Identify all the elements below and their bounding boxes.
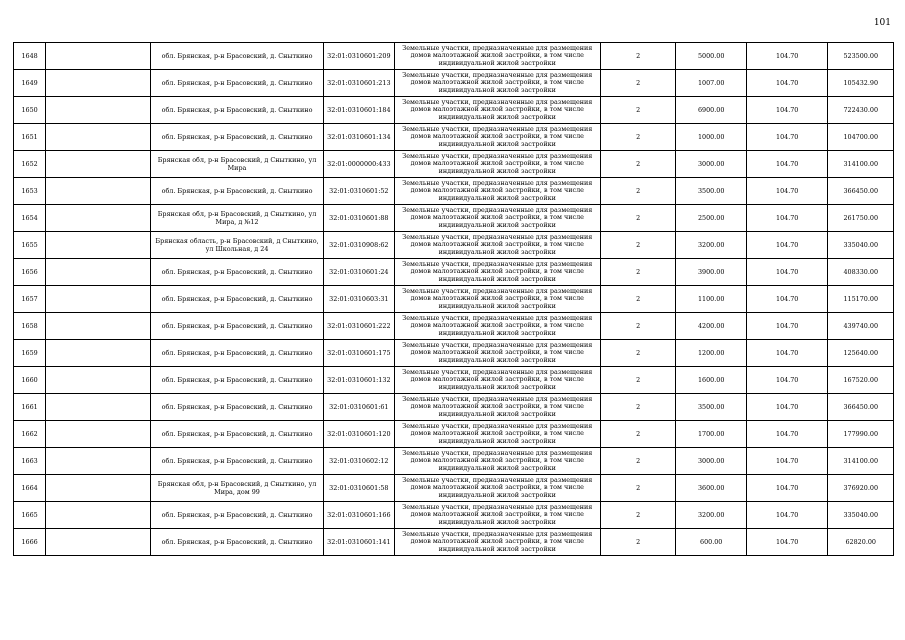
area-cell: 600.00 bbox=[676, 529, 746, 556]
cadastral-value-table bbox=[13, 42, 894, 556]
area-cell: 3200.00 bbox=[676, 232, 746, 259]
address-cell: Брянская обл, р-н Брасовский, д Сныткино, ул Мира, дом 99 bbox=[150, 475, 323, 502]
cadastral-value-cell: 376920.00 bbox=[828, 475, 894, 502]
category-cell: 2 bbox=[600, 259, 676, 286]
table-row bbox=[14, 286, 894, 313]
address-cell: обл. Брянская, р-н Брасовский, д. Сныткино bbox=[150, 97, 323, 124]
table-row bbox=[14, 421, 894, 448]
category-cell: 2 bbox=[600, 529, 676, 556]
land-use-purpose-cell: Земельные участки, предназначенные для размещения домов малоэтажной жилой застройки, в том числе индивидуальной жилой застройки bbox=[394, 286, 600, 313]
table-row bbox=[14, 367, 894, 394]
cadastral-value-cell: 439740.00 bbox=[828, 313, 894, 340]
cadastral-value-cell: 722430.00 bbox=[828, 97, 894, 124]
specific-value-cell: 104.70 bbox=[746, 151, 828, 178]
empty-cell bbox=[46, 232, 151, 259]
empty-cell bbox=[46, 97, 151, 124]
address-cell: обл. Брянская, р-н Брасовский, д. Сныткино bbox=[150, 286, 323, 313]
land-use-purpose-cell: Земельные участки, предназначенные для размещения домов малоэтажной жилой застройки, в том числе индивидуальной жилой застройки bbox=[394, 448, 600, 475]
empty-cell bbox=[46, 340, 151, 367]
cadastral-value-cell: 523500.00 bbox=[828, 43, 894, 70]
cadastral-number-cell: 32:01:0310601:61 bbox=[324, 394, 394, 421]
area-cell: 3500.00 bbox=[676, 178, 746, 205]
area-cell: 4200.00 bbox=[676, 313, 746, 340]
empty-cell bbox=[46, 70, 151, 97]
empty-cell bbox=[46, 124, 151, 151]
cadastral-value-cell: 314100.00 bbox=[828, 151, 894, 178]
address-cell: обл. Брянская, р-н Брасовский, д. Сныткино bbox=[150, 394, 323, 421]
empty-cell bbox=[46, 367, 151, 394]
area-cell: 1000.00 bbox=[676, 124, 746, 151]
land-use-purpose-cell: Земельные участки, предназначенные для размещения домов малоэтажной жилой застройки, в том числе индивидуальной жилой застройки bbox=[394, 421, 600, 448]
category-cell: 2 bbox=[600, 286, 676, 313]
address-cell: обл. Брянская, р-н Брасовский, д. Сныткино bbox=[150, 124, 323, 151]
row-number-cell: 1662 bbox=[14, 421, 46, 448]
cadastral-number-cell: 32:01:0310601:24 bbox=[324, 259, 394, 286]
empty-cell bbox=[46, 394, 151, 421]
table-row bbox=[14, 475, 894, 502]
empty-cell bbox=[46, 421, 151, 448]
category-cell: 2 bbox=[600, 394, 676, 421]
table-row bbox=[14, 43, 894, 70]
address-cell: обл. Брянская, р-н Брасовский, д. Сныткино bbox=[150, 259, 323, 286]
cadastral-number-cell: 32:01:0310601:209 bbox=[324, 43, 394, 70]
area-cell: 2500.00 bbox=[676, 205, 746, 232]
cadastral-number-cell: 32:01:0310601:213 bbox=[324, 70, 394, 97]
cadastral-value-cell: 366450.00 bbox=[828, 394, 894, 421]
land-use-purpose-cell: Земельные участки, предназначенные для размещения домов малоэтажной жилой застройки, в том числе индивидуальной жилой застройки bbox=[394, 124, 600, 151]
specific-value-cell: 104.70 bbox=[746, 286, 828, 313]
land-use-purpose-cell: Земельные участки, предназначенные для размещения домов малоэтажной жилой застройки, в том числе индивидуальной жилой застройки bbox=[394, 367, 600, 394]
cadastral-value-cell: 105432.90 bbox=[828, 70, 894, 97]
address-cell: обл. Брянская, р-н Брасовский, д. Сныткино bbox=[150, 340, 323, 367]
category-cell: 2 bbox=[600, 205, 676, 232]
specific-value-cell: 104.70 bbox=[746, 232, 828, 259]
row-number-cell: 1657 bbox=[14, 286, 46, 313]
cadastral-number-cell: 32:01:0310601:120 bbox=[324, 421, 394, 448]
row-number-cell: 1665 bbox=[14, 502, 46, 529]
cadastral-number-cell: 32:01:0310601:58 bbox=[324, 475, 394, 502]
cadastral-number-cell: 32:01:0310601:175 bbox=[324, 340, 394, 367]
specific-value-cell: 104.70 bbox=[746, 502, 828, 529]
land-use-purpose-cell: Земельные участки, предназначенные для размещения домов малоэтажной жилой застройки, в том числе индивидуальной жилой застройки bbox=[394, 394, 600, 421]
land-use-purpose-cell: Земельные участки, предназначенные для размещения домов малоэтажной жилой застройки, в том числе индивидуальной жилой застройки bbox=[394, 313, 600, 340]
area-cell: 3000.00 bbox=[676, 448, 746, 475]
empty-cell bbox=[46, 529, 151, 556]
land-use-purpose-cell: Земельные участки, предназначенные для размещения домов малоэтажной жилой застройки, в том числе индивидуальной жилой застройки bbox=[394, 529, 600, 556]
area-cell: 1100.00 bbox=[676, 286, 746, 313]
category-cell: 2 bbox=[600, 151, 676, 178]
row-number-cell: 1666 bbox=[14, 529, 46, 556]
specific-value-cell: 104.70 bbox=[746, 394, 828, 421]
table-row bbox=[14, 97, 894, 124]
row-number-cell: 1658 bbox=[14, 313, 46, 340]
address-cell: обл. Брянская, р-н Брасовский, д. Сныткино bbox=[150, 529, 323, 556]
table-row bbox=[14, 205, 894, 232]
specific-value-cell: 104.70 bbox=[746, 421, 828, 448]
cadastral-number-cell: 32:01:0310601:141 bbox=[324, 529, 394, 556]
row-number-cell: 1654 bbox=[14, 205, 46, 232]
empty-cell bbox=[46, 205, 151, 232]
empty-cell bbox=[46, 313, 151, 340]
land-use-purpose-cell: Земельные участки, предназначенные для размещения домов малоэтажной жилой застройки, в том числе индивидуальной жилой застройки bbox=[394, 475, 600, 502]
area-cell: 3900.00 bbox=[676, 259, 746, 286]
row-number-cell: 1649 bbox=[14, 70, 46, 97]
row-number-cell: 1655 bbox=[14, 232, 46, 259]
row-number-cell: 1656 bbox=[14, 259, 46, 286]
address-cell: Брянская обл, р-н Брасовский, д Сныткино, ул Мира, д №12 bbox=[150, 205, 323, 232]
category-cell: 2 bbox=[600, 448, 676, 475]
area-cell: 3000.00 bbox=[676, 151, 746, 178]
cadastral-value-cell: 104700.00 bbox=[828, 124, 894, 151]
specific-value-cell: 104.70 bbox=[746, 475, 828, 502]
land-use-purpose-cell: Земельные участки, предназначенные для размещения домов малоэтажной жилой застройки, в том числе индивидуальной жилой застройки bbox=[394, 178, 600, 205]
row-number-cell: 1652 bbox=[14, 151, 46, 178]
category-cell: 2 bbox=[600, 43, 676, 70]
area-cell: 3600.00 bbox=[676, 475, 746, 502]
land-use-purpose-cell: Земельные участки, предназначенные для размещения домов малоэтажной жилой застройки, в том числе индивидуальной жилой застройки bbox=[394, 151, 600, 178]
area-cell: 3500.00 bbox=[676, 394, 746, 421]
cadastral-number-cell: 32:01:0310601:222 bbox=[324, 313, 394, 340]
cadastral-number-cell: 32:01:0310601:88 bbox=[324, 205, 394, 232]
row-number-cell: 1659 bbox=[14, 340, 46, 367]
specific-value-cell: 104.70 bbox=[746, 97, 828, 124]
address-cell: обл. Брянская, р-н Брасовский, д. Сныткино bbox=[150, 421, 323, 448]
specific-value-cell: 104.70 bbox=[746, 259, 828, 286]
land-use-purpose-cell: Земельные участки, предназначенные для размещения домов малоэтажной жилой застройки, в том числе индивидуальной жилой застройки bbox=[394, 43, 600, 70]
table-row bbox=[14, 232, 894, 259]
cadastral-number-cell: 32:01:0000000:433 bbox=[324, 151, 394, 178]
empty-cell bbox=[46, 286, 151, 313]
table-row bbox=[14, 124, 894, 151]
area-cell: 3200.00 bbox=[676, 502, 746, 529]
cadastral-value-cell: 177990.00 bbox=[828, 421, 894, 448]
address-cell: Брянская обл, р-н Брасовский, д Сныткино, ул Мира bbox=[150, 151, 323, 178]
table-row bbox=[14, 259, 894, 286]
category-cell: 2 bbox=[600, 313, 676, 340]
category-cell: 2 bbox=[600, 340, 676, 367]
cadastral-value-cell: 314100.00 bbox=[828, 448, 894, 475]
land-use-purpose-cell: Земельные участки, предназначенные для размещения домов малоэтажной жилой застройки, в том числе индивидуальной жилой застройки bbox=[394, 502, 600, 529]
address-cell: Брянская область, р-н Брасовский, д Сныткино, ул Школьная, д 24 bbox=[150, 232, 323, 259]
table-row bbox=[14, 502, 894, 529]
row-number-cell: 1661 bbox=[14, 394, 46, 421]
specific-value-cell: 104.70 bbox=[746, 448, 828, 475]
empty-cell bbox=[46, 475, 151, 502]
empty-cell bbox=[46, 502, 151, 529]
row-number-cell: 1663 bbox=[14, 448, 46, 475]
cadastral-number-cell: 32:01:0310601:134 bbox=[324, 124, 394, 151]
specific-value-cell: 104.70 bbox=[746, 43, 828, 70]
category-cell: 2 bbox=[600, 421, 676, 448]
empty-cell bbox=[46, 259, 151, 286]
category-cell: 2 bbox=[600, 232, 676, 259]
cadastral-number-cell: 32:01:0310601:184 bbox=[324, 97, 394, 124]
empty-cell bbox=[46, 151, 151, 178]
table-row bbox=[14, 151, 894, 178]
category-cell: 2 bbox=[600, 367, 676, 394]
cadastral-value-cell: 408330.00 bbox=[828, 259, 894, 286]
table-row bbox=[14, 394, 894, 421]
cadastral-value-cell: 366450.00 bbox=[828, 178, 894, 205]
area-cell: 6900.00 bbox=[676, 97, 746, 124]
specific-value-cell: 104.70 bbox=[746, 178, 828, 205]
row-number-cell: 1660 bbox=[14, 367, 46, 394]
address-cell: обл. Брянская, р-н Брасовский, д. Сныткино bbox=[150, 70, 323, 97]
land-use-purpose-cell: Земельные участки, предназначенные для размещения домов малоэтажной жилой застройки, в том числе индивидуальной жилой застройки bbox=[394, 259, 600, 286]
cadastral-number-cell: 32:01:0310601:166 bbox=[324, 502, 394, 529]
specific-value-cell: 104.70 bbox=[746, 70, 828, 97]
specific-value-cell: 104.70 bbox=[746, 340, 828, 367]
cadastral-value-cell: 335040.00 bbox=[828, 232, 894, 259]
land-use-purpose-cell: Земельные участки, предназначенные для размещения домов малоэтажной жилой застройки, в том числе индивидуальной жилой застройки bbox=[394, 340, 600, 367]
table-row bbox=[14, 340, 894, 367]
address-cell: обл. Брянская, р-н Брасовский, д. Сныткино bbox=[150, 502, 323, 529]
cadastral-number-cell: 32:01:0310602:12 bbox=[324, 448, 394, 475]
row-number-cell: 1648 bbox=[14, 43, 46, 70]
cadastral-number-cell: 32:01:0310601:132 bbox=[324, 367, 394, 394]
land-use-purpose-cell: Земельные участки, предназначенные для размещения домов малоэтажной жилой застройки, в том числе индивидуальной жилой застройки bbox=[394, 232, 600, 259]
page-number: 101 bbox=[873, 18, 891, 28]
area-cell: 5000.00 bbox=[676, 43, 746, 70]
cadastral-number-cell: 32:01:0310601:52 bbox=[324, 178, 394, 205]
row-number-cell: 1650 bbox=[14, 97, 46, 124]
empty-cell bbox=[46, 448, 151, 475]
category-cell: 2 bbox=[600, 124, 676, 151]
area-cell: 1700.00 bbox=[676, 421, 746, 448]
row-number-cell: 1653 bbox=[14, 178, 46, 205]
cadastral-value-cell: 125640.00 bbox=[828, 340, 894, 367]
address-cell: обл. Брянская, р-н Брасовский, д. Сныткино bbox=[150, 367, 323, 394]
table-body bbox=[14, 43, 894, 556]
address-cell: обл. Брянская, р-н Брасовский, д. Сныткино bbox=[150, 313, 323, 340]
specific-value-cell: 104.70 bbox=[746, 313, 828, 340]
category-cell: 2 bbox=[600, 70, 676, 97]
table-row bbox=[14, 448, 894, 475]
address-cell: обл. Брянская, р-н Брасовский, д. Сныткино bbox=[150, 43, 323, 70]
cadastral-value-cell: 261750.00 bbox=[828, 205, 894, 232]
row-number-cell: 1651 bbox=[14, 124, 46, 151]
table-row bbox=[14, 313, 894, 340]
table-row bbox=[14, 178, 894, 205]
cadastral-value-cell: 167520.00 bbox=[828, 367, 894, 394]
address-cell: обл. Брянская, р-н Брасовский, д. Сныткино bbox=[150, 178, 323, 205]
category-cell: 2 bbox=[600, 475, 676, 502]
category-cell: 2 bbox=[600, 178, 676, 205]
specific-value-cell: 104.70 bbox=[746, 367, 828, 394]
area-cell: 1007.00 bbox=[676, 70, 746, 97]
land-use-purpose-cell: Земельные участки, предназначенные для размещения домов малоэтажной жилой застройки, в том числе индивидуальной жилой застройки bbox=[394, 205, 600, 232]
cadastral-number-cell: 32:01:0310603:31 bbox=[324, 286, 394, 313]
specific-value-cell: 104.70 bbox=[746, 124, 828, 151]
row-number-cell: 1664 bbox=[14, 475, 46, 502]
cadastral-value-cell: 62820.00 bbox=[828, 529, 894, 556]
category-cell: 2 bbox=[600, 502, 676, 529]
area-cell: 1200.00 bbox=[676, 340, 746, 367]
address-cell: обл. Брянская, р-н Брасовский, д. Сныткино bbox=[150, 448, 323, 475]
specific-value-cell: 104.70 bbox=[746, 529, 828, 556]
cadastral-number-cell: 32:01:0310908:62 bbox=[324, 232, 394, 259]
cadastral-value-cell: 335040.00 bbox=[828, 502, 894, 529]
empty-cell bbox=[46, 43, 151, 70]
land-use-purpose-cell: Земельные участки, предназначенные для размещения домов малоэтажной жилой застройки, в том числе индивидуальной жилой застройки bbox=[394, 70, 600, 97]
land-use-purpose-cell: Земельные участки, предназначенные для размещения домов малоэтажной жилой застройки, в том числе индивидуальной жилой застройки bbox=[394, 97, 600, 124]
cadastral-value-cell: 115170.00 bbox=[828, 286, 894, 313]
table-row bbox=[14, 70, 894, 97]
specific-value-cell: 104.70 bbox=[746, 205, 828, 232]
table-row bbox=[14, 529, 894, 556]
category-cell: 2 bbox=[600, 97, 676, 124]
empty-cell bbox=[46, 178, 151, 205]
area-cell: 1600.00 bbox=[676, 367, 746, 394]
